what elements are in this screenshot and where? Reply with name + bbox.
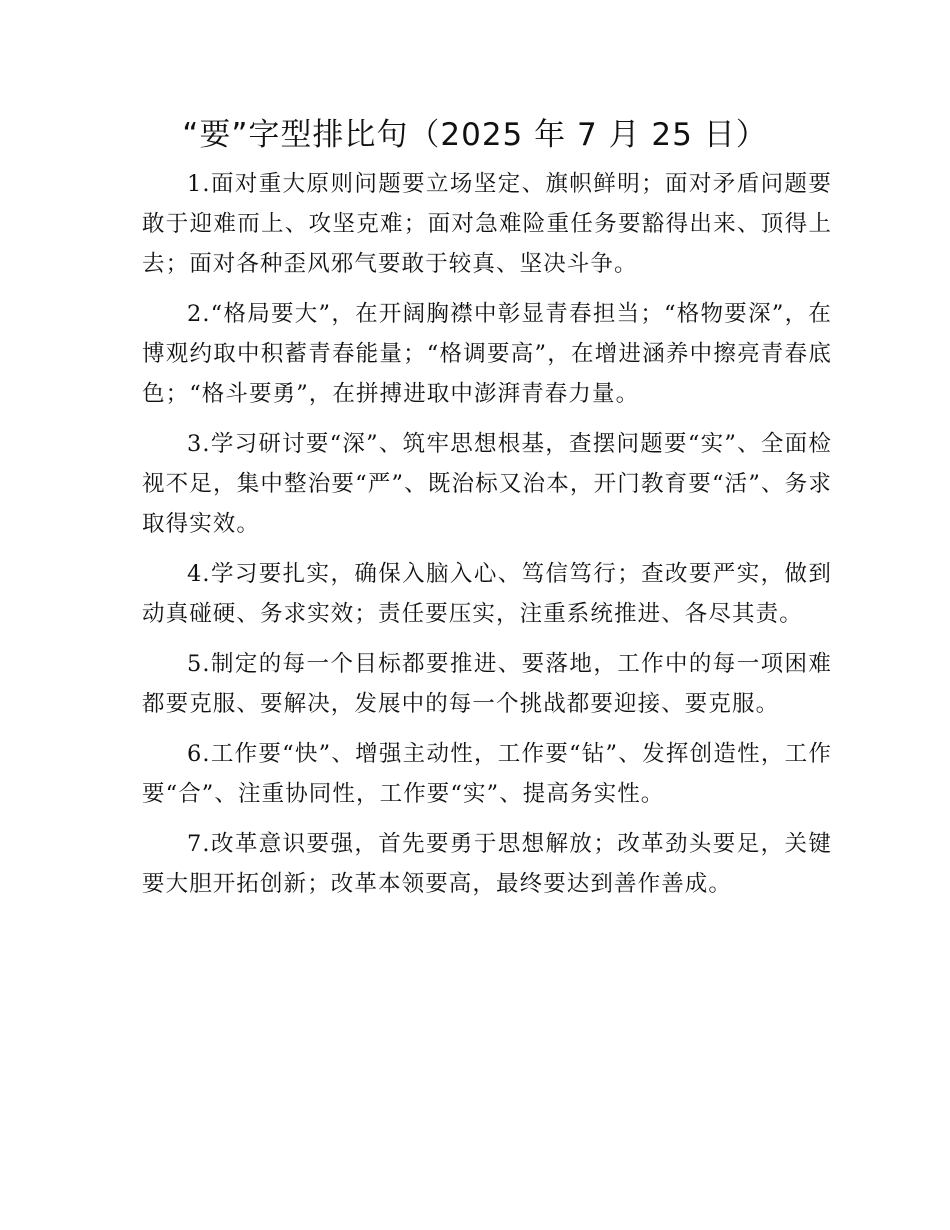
paragraph-2: 2.“格局要大”，在开阔胸襟中彰显青春担当；“格物要深”，在博观约取中积蓄青春能量；“格调要高”，在增进涵养中擦亮青春底色；“格斗要勇”，在拼搏进取中澎湃青春力量。: [142, 301, 832, 407]
paragraph-3: 3.学习研讨要“深”、筑牢思想根基，查摆问题要“实”、全面检视不足，集中整治要“严”、既治标又治本，开门教育要“活”、务求取得实效。: [142, 431, 832, 537]
document-body: [142, 164, 832, 914]
paragraph-6: 6.工作要“快”、增强主动性，工作要“钻”、发挥创造性，工作要“合”、注重协同性，工作要“实”、提高务实性。: [142, 741, 832, 807]
document-title: “要”字型排比句（2025 年 7 月 25 日）: [182, 117, 768, 153]
paragraph-7: 7.改革意识要强，首先要勇于思想解放；改革劲头要足，关键要大胆开拓创新；改革本领要高，最终要达到善作善成。: [142, 831, 832, 897]
paragraph-5: 5.制定的每一个目标都要推进、要落地，工作中的每一项困难都要克服、要解决，发展中的每一个挑战都要迎接、要克服。: [142, 651, 832, 717]
paragraph-4: 4.学习要扎实，确保入脑入心、笃信笃行；查改要严实，做到动真碰硬、务求实效；责任要压实，注重系统推进、各尽其责。: [142, 561, 832, 627]
paragraph-1: 1.面对重大原则问题要立场坚定、旗帜鲜明；面对矛盾问题要敢于迎难而上、攻坚克难；面对急难险重任务要豁得出来、顶得上去；面对各种歪风邪气要敢于较真、坚决斗争。: [142, 171, 832, 277]
